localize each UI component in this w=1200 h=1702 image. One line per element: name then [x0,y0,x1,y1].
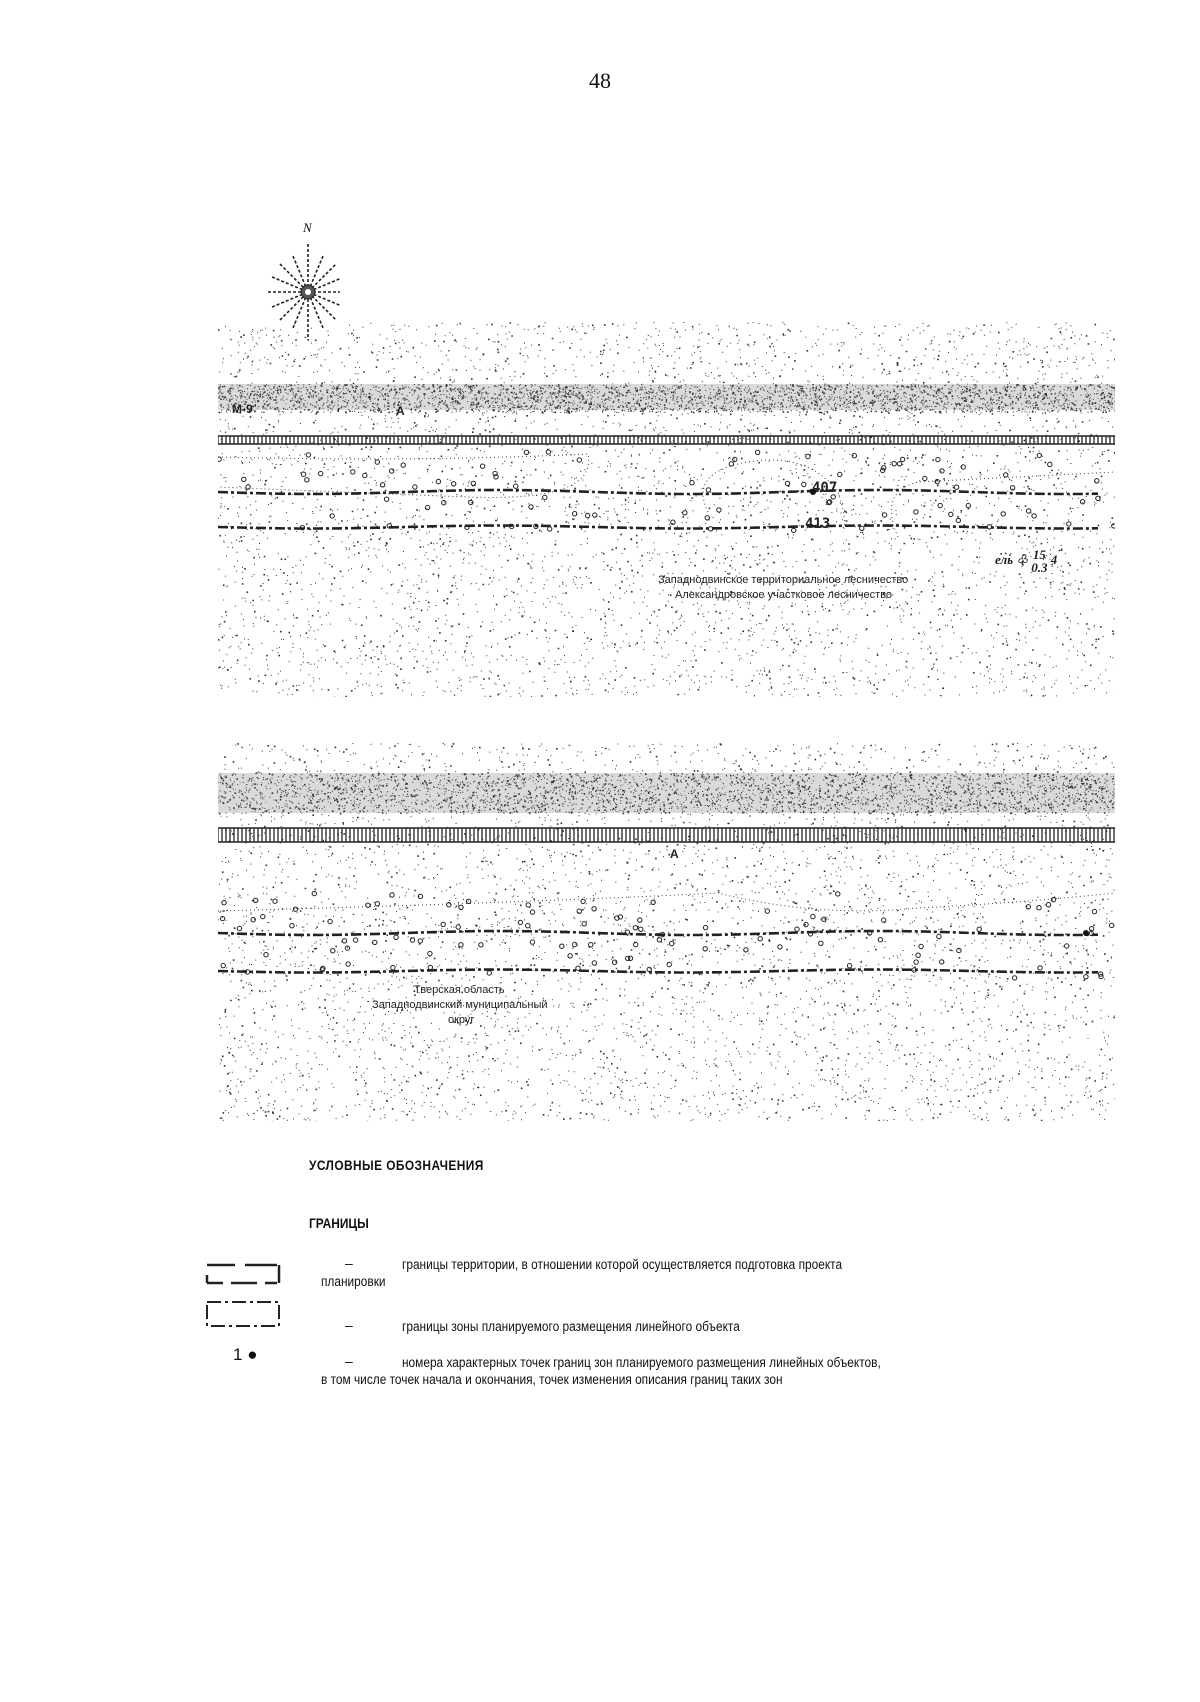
road-label-m9: М-9 [232,402,253,416]
page-number: 48 [589,68,611,93]
map-top-graphics [218,322,1115,697]
map-bottom-graphics [218,743,1115,1121]
zone-label-a-bottom: А [670,847,679,861]
legend-text-continued: планировки [321,1274,386,1289]
legend-dash: – [345,1255,353,1271]
legend-section-boundaries: ГРАНИЦЫ [309,1215,369,1231]
zone-boundary-symbol-icon [205,1299,287,1329]
point-label-407: 407 [812,480,838,496]
legend-dash: – [345,1317,353,1333]
legend-item-zone-boundary [205,1295,1025,1335]
region-label-line3: округ [448,1014,475,1026]
legend-title: УСЛОВНЫЕ ОБОЗНАЧЕНИЯ [309,1157,484,1173]
compass-north-label: N [303,220,312,235]
tree-diameter: 0.3 [1031,560,1048,575]
map-fragment-top [218,322,1115,697]
legend-text-continued: в том числе точек начала и окончания, точек изменения описания границ таких зон [321,1372,783,1387]
tree-count: 4 [1050,551,1058,567]
tree-icon: ♧ [1016,551,1028,567]
tree-species: ель [995,551,1014,567]
map-fragment-bottom [218,743,1115,1121]
point-dot-icon: ● [247,1345,258,1364]
legend-text: границы территории, в отношении которой осуществляется подготовка проекта [402,1257,843,1272]
zone-label-a-top: А [396,404,405,418]
point-number-symbol [233,1345,257,1365]
forestry-label-line2: Александровское участковое лесничество [675,589,893,601]
tree-height: 15 [1032,547,1046,562]
region-label-line1: Тверская область [414,984,505,996]
point-label-413: 413 [805,516,831,532]
point-number-symbol-label: 1 [233,1345,243,1364]
territory-boundary-symbol-icon [205,1261,287,1287]
legend-text: номера характерных точек границ зон планируемого размещения линейных объектов, [402,1355,881,1370]
region-label-line2: Западнодвинский муниципальный [372,999,548,1011]
legend-dash: – [345,1353,353,1369]
legend-text: границы зоны планируемого размещения линейного объекта [402,1319,740,1334]
forestry-label-line1: Западнодвинское территориальное лесничество [658,574,909,586]
tree-annotation [995,548,1057,574]
legend-item-characteristic-points [205,1345,1025,1395]
